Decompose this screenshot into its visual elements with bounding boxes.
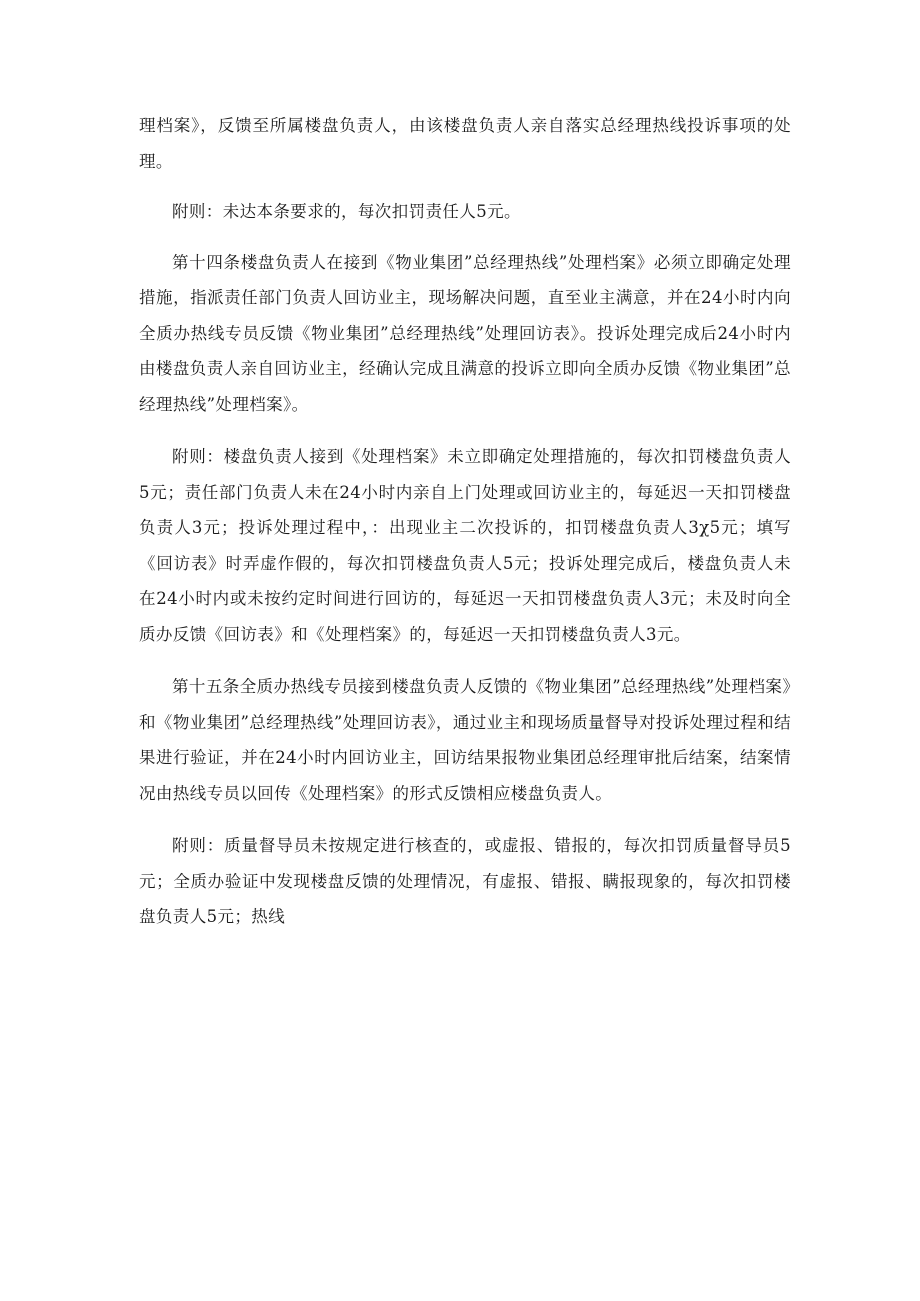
paragraph-rule-note-1: 附则：未达本条要求的，每次扣罚责任人5元。 xyxy=(172,202,521,221)
paragraph-continuation: 理档案》，反馈至所属楼盘负责人，由该楼盘负责人亲自落实总经理热线投诉事项的处理。 xyxy=(139,116,791,171)
document-body xyxy=(139,108,791,935)
paragraph-rule-note-2: 附则：楼盘负责人接到《处理档案》未立即确定处理措施的，每次扣罚楼盘负责人5元；责任部门负责人未在24小时内亲自上门处理或回访业主的，每延迟一天扣罚楼盘负责人3元；投诉处理过程中，：出现业主二次投诉的，扣罚楼盘负责人3χ5元；填写《回访表》时弄虚作假的，每次扣罚楼盘负责人5元；投诉处理完成后，楼盘负责人未在24小时内或未按约定时间进行回访的，每延迟一天扣罚楼盘负责人3元；未及时向全质办反馈《回访表》和《处理档案》的，每延迟一天扣罚楼盘负责人3元。 xyxy=(139,447,791,644)
paragraph-article-14: 第十四条楼盘负责人在接到《物业集团”总经理热线”处理档案》必须立即确定处理措施，指派责任部门负责人回访业主，现场解决问题，直至业主满意，并在24小时内向全质办热线专员反馈《物业集团”总经理热线”处理回访表》。投诉处理完成后24小时内由楼盘负责人亲自回访业主，经确认完成且满意的投诉立即向全质办反馈《物业集团”总经理热线”处理档案》。 xyxy=(139,252,791,414)
paragraph-rule-note-3: 附则：质量督导员未按规定进行核查的，或虚报、错报的，每次扣罚质量督导员5元；全质办验证中发现楼盘反馈的处理情况，有虚报、错报、瞒报现象的，每次扣罚楼盘负责人5元；热线 xyxy=(139,836,791,926)
paragraph-article-15: 第十五条全质办热线专员接到楼盘负责人反馈的《物业集团”总经理热线”处理档案》和《物业集团”总经理热线”处理回访表》，通过业主和现场质量督导对投诉处理过程和结果进行验证，并在24小时内回访业主，回访结果报物业集团总经理审批后结案，结案情况由热线专员以回传《处理档案》的形式反馈相应楼盘负责人。 xyxy=(139,677,791,803)
